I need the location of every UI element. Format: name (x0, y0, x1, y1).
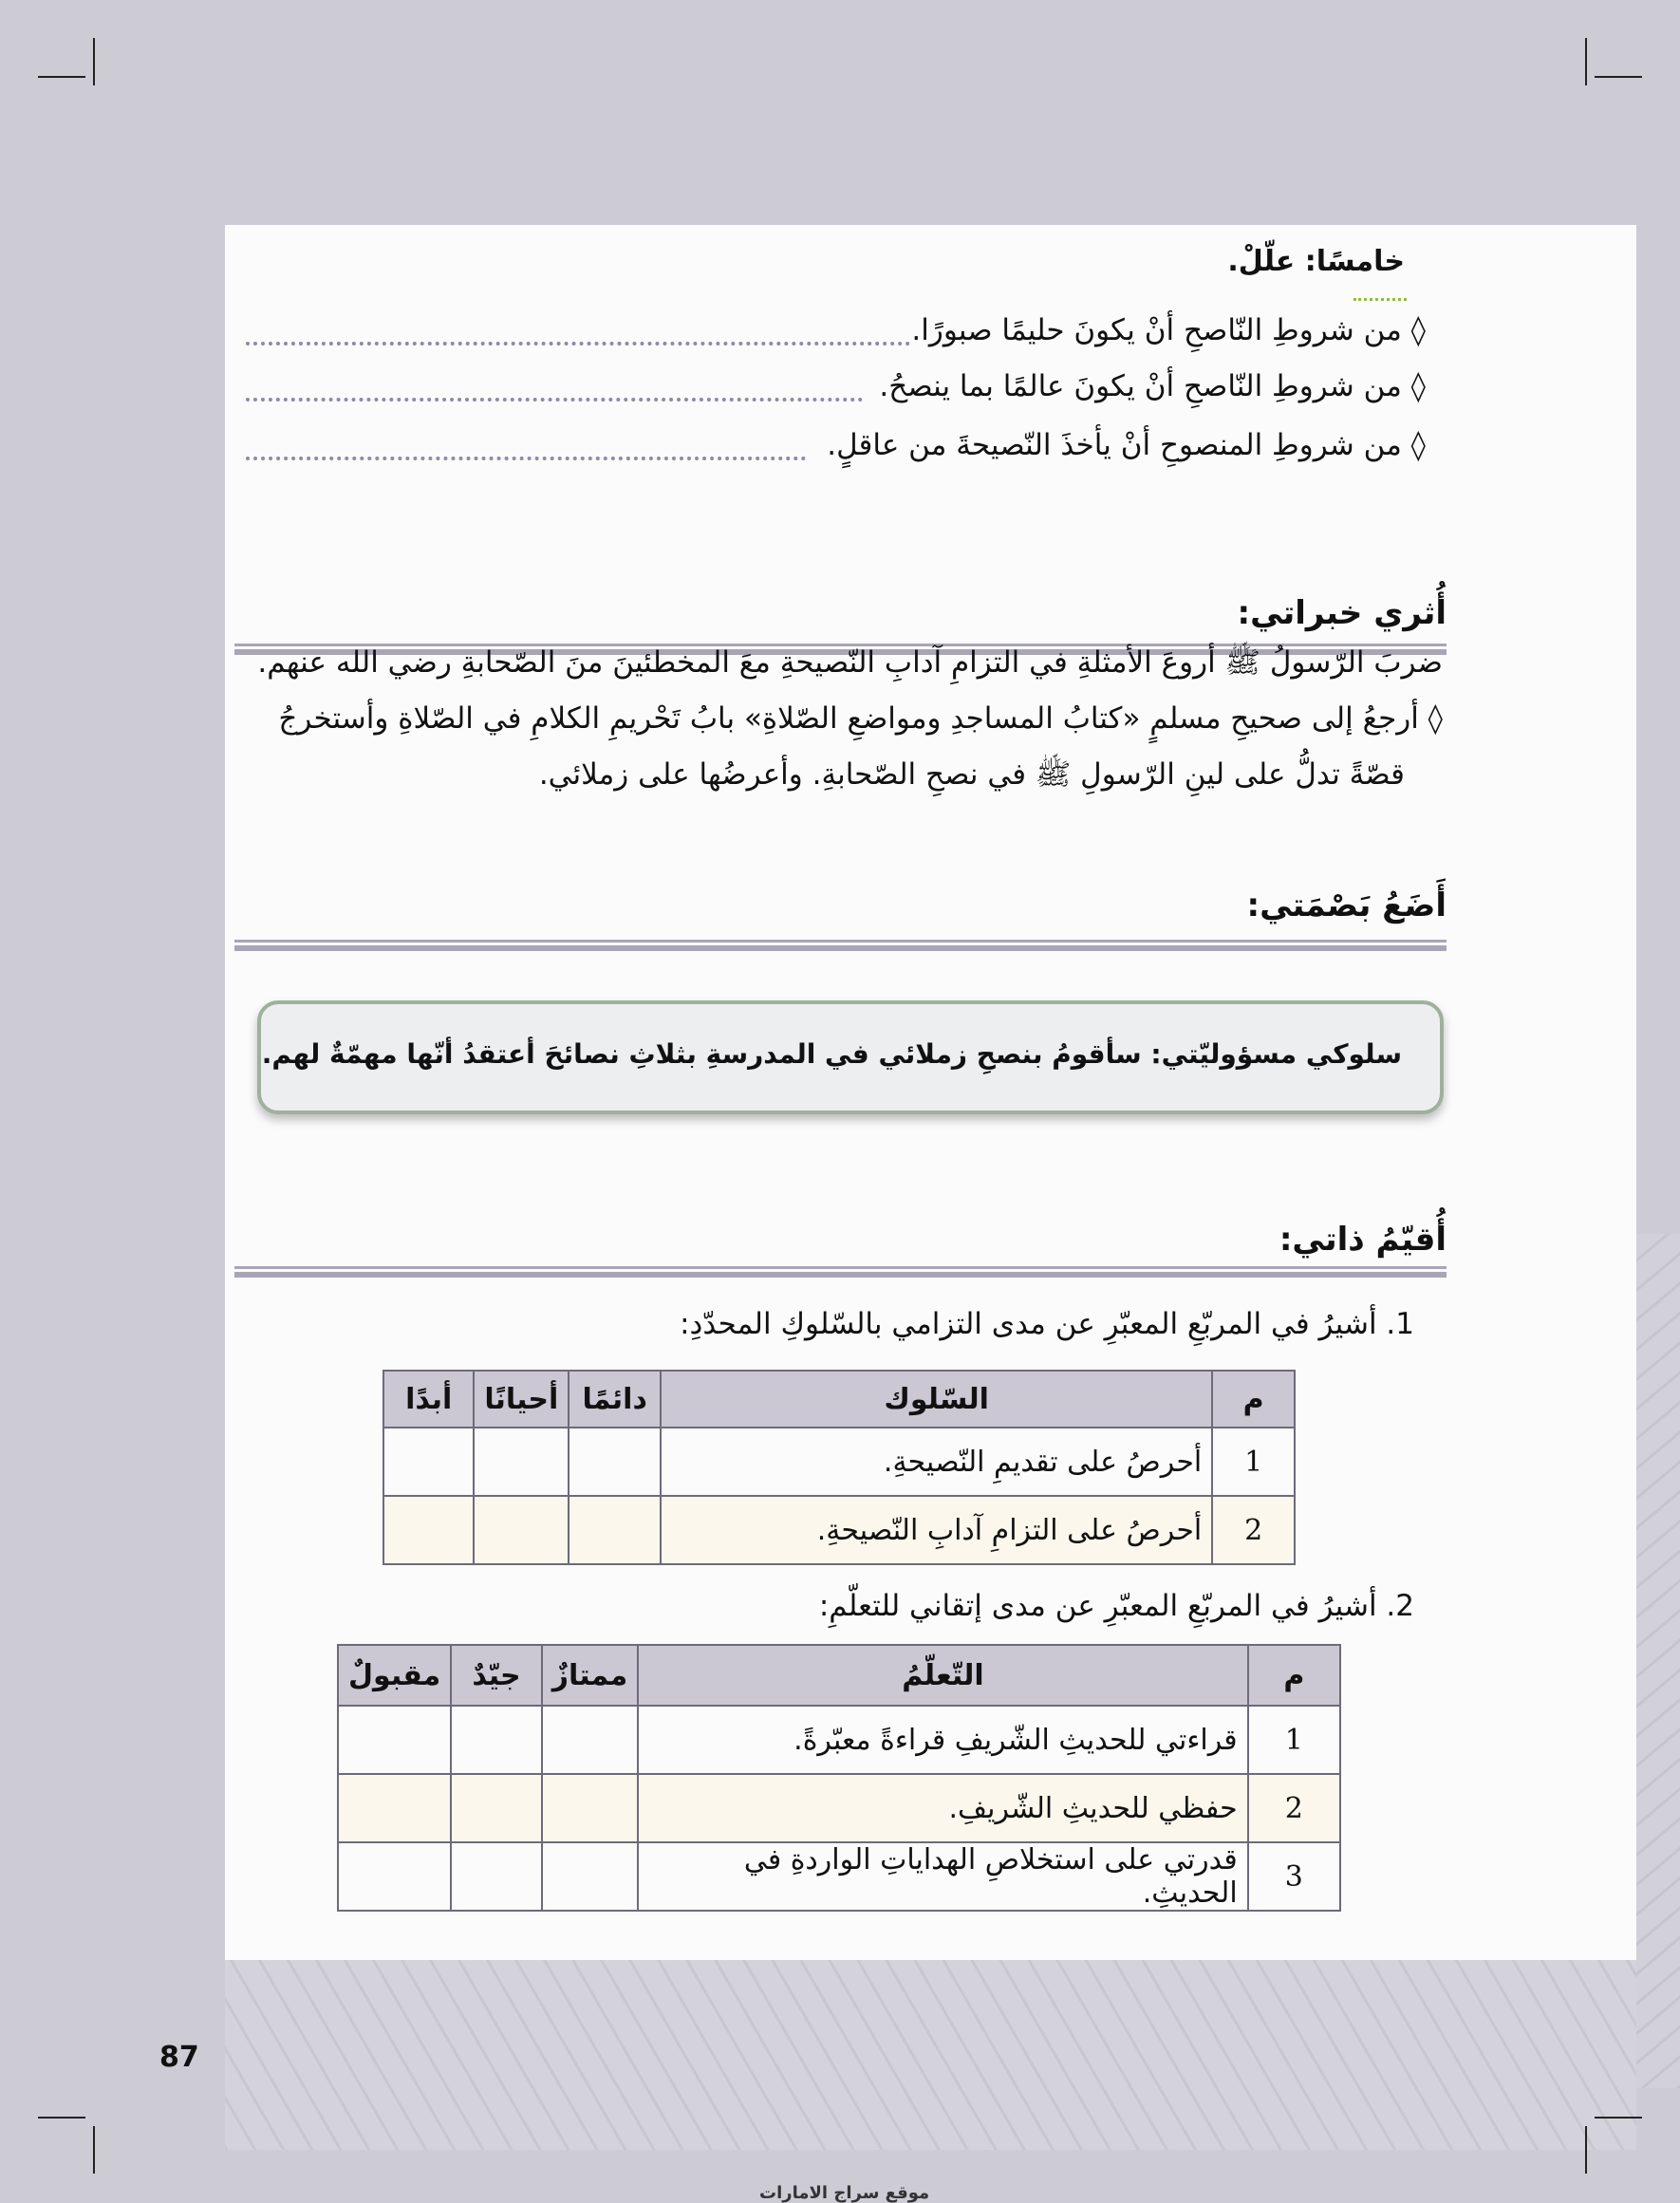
section-title: أَضَعُ بَصْمَتي: (1246, 887, 1447, 924)
paragraph: ضربَ الرّسولُ ﷺ أروعَ الأمثلةِ في التزامِ آدابِ النّصيحةِ معَ المخطئينَ منَ الصّحابةِ رضي الله عنهم. (257, 645, 1443, 680)
task-text: قصّةً تدلُّ على لينِ الرّسولِ ﷺ في نصحِ الصّحابةِ. وأعرضُها على زملائي. (538, 757, 1405, 792)
reason-item: ◊ من شروطِ النّاصحِ أنْ يكونَ حليمًا صبورًا. (911, 313, 1426, 347)
col-header: التّعلّمُ (638, 1645, 1247, 1706)
behavior-cell: أحرصُ على تقديمِ النّصيحةِ. (661, 1428, 1212, 1496)
checkbox-cell[interactable] (569, 1428, 661, 1496)
checkbox-cell[interactable] (338, 1774, 451, 1842)
footer-site-name: موقع سراج الامارات (759, 2183, 930, 2203)
learning-cell: حفظي للحديثِ الشّريفِ. (638, 1774, 1247, 1842)
checkbox-cell[interactable] (338, 1842, 451, 1911)
col-header: السّلوك (661, 1371, 1212, 1428)
col-header: أبدًا (383, 1371, 474, 1428)
checkbox-cell[interactable] (383, 1428, 474, 1496)
col-header: دائمًا (569, 1371, 661, 1428)
checkbox-cell[interactable] (542, 1842, 638, 1911)
floral-decoration-side (1636, 1234, 1680, 2088)
col-header: مقبولٌ (338, 1645, 451, 1706)
row-number: 1 (1248, 1706, 1340, 1774)
crop-mark (1595, 76, 1642, 78)
checkbox-cell[interactable] (383, 1496, 474, 1564)
col-header: ممتازٌ (542, 1645, 638, 1706)
learning-cell: قراءتي للحديثِ الشّريفِ قراءةً معبّرةً. (638, 1706, 1247, 1774)
col-header: م (1248, 1645, 1340, 1706)
col-header: م (1212, 1371, 1295, 1428)
checkbox-cell[interactable] (542, 1706, 638, 1774)
row-number: 3 (1248, 1842, 1340, 1911)
section-divider (234, 940, 1447, 951)
checkbox-cell[interactable] (451, 1774, 541, 1842)
crop-mark (1595, 2117, 1642, 2119)
reason-item: ◊ من شروطِ النّاصحِ أنْ يكونَ عالمًا بما ينصحُ. (879, 369, 1426, 403)
col-header: جيّدٌ (451, 1645, 541, 1706)
table-row (338, 1774, 1340, 1842)
behavior-text: سلوكي مسؤوليّتي: سأقومُ بنصحِ زملائي في المدرسةِ بثلاثِ نصائحَ أعتقدُ أنّها مهمّةٌ لهم. (261, 1038, 1402, 1070)
learning-table (337, 1644, 1341, 1912)
row-number: 2 (1248, 1774, 1340, 1842)
row-number: 1 (1212, 1428, 1295, 1496)
behavior-box (257, 1000, 1444, 1114)
answer-line[interactable] (246, 342, 910, 345)
checkbox-cell[interactable] (474, 1428, 569, 1496)
learning-cell: قدرتي على استخلاصِ الهداياتِ الواردةِ في الحديثِ. (638, 1842, 1247, 1911)
crop-mark (1585, 2126, 1587, 2174)
crop-mark (93, 38, 95, 85)
checkbox-cell[interactable] (569, 1496, 661, 1564)
checkbox-cell[interactable] (474, 1496, 569, 1564)
reason-item: ◊ من شروطِ المنصوحِ أنْ يأخذَ النّصيحةَ من عاقلٍ. (827, 428, 1426, 462)
checkbox-cell[interactable] (451, 1842, 541, 1911)
section-divider (234, 1266, 1447, 1278)
wave-underline (1353, 290, 1407, 301)
floral-decoration (225, 1960, 1636, 2150)
crop-mark (1585, 38, 1587, 85)
answer-line[interactable] (246, 398, 863, 401)
table-row (383, 1428, 1295, 1496)
section-title: أُقيّمُ ذاتي: (1279, 1221, 1447, 1259)
table-row (338, 1706, 1340, 1774)
crop-mark (93, 2126, 95, 2174)
section-title: أُثري خبراتي: (1237, 594, 1447, 632)
crop-mark (38, 76, 85, 78)
task-text: ◊ أرجعُ إلى صحيحِ مسلمٍ «كتابُ المساجدِ ومواضعِ الصّلاةِ» بابُ تَحْريمِ الكلامِ في الصّلاةِ وأستخرجُ (278, 701, 1443, 736)
question: 2. أشيرُ في المربّعِ المعبّرِ عن مدى إتقاني للتعلّمِ: (818, 1589, 1414, 1623)
checkbox-cell[interactable] (451, 1706, 541, 1774)
behavior-table (383, 1370, 1296, 1565)
checkbox-cell[interactable] (338, 1706, 451, 1774)
crop-mark (38, 2117, 85, 2119)
behavior-cell: أحرصُ على التزامِ آدابِ النّصيحةِ. (661, 1496, 1212, 1564)
page-number: 87 (159, 2041, 199, 2074)
row-number: 2 (1212, 1496, 1295, 1564)
question: 1. أشيرُ في المربّعِ المعبّرِ عن مدى التزامي بالسّلوكِ المحدّدِ: (680, 1307, 1414, 1341)
col-header: أحيانًا (474, 1371, 569, 1428)
table-row (383, 1496, 1295, 1564)
table-row (338, 1842, 1340, 1911)
checkbox-cell[interactable] (542, 1774, 638, 1842)
answer-line[interactable] (246, 457, 806, 460)
section-title: خامسًا: علّلْ. (1227, 245, 1405, 278)
